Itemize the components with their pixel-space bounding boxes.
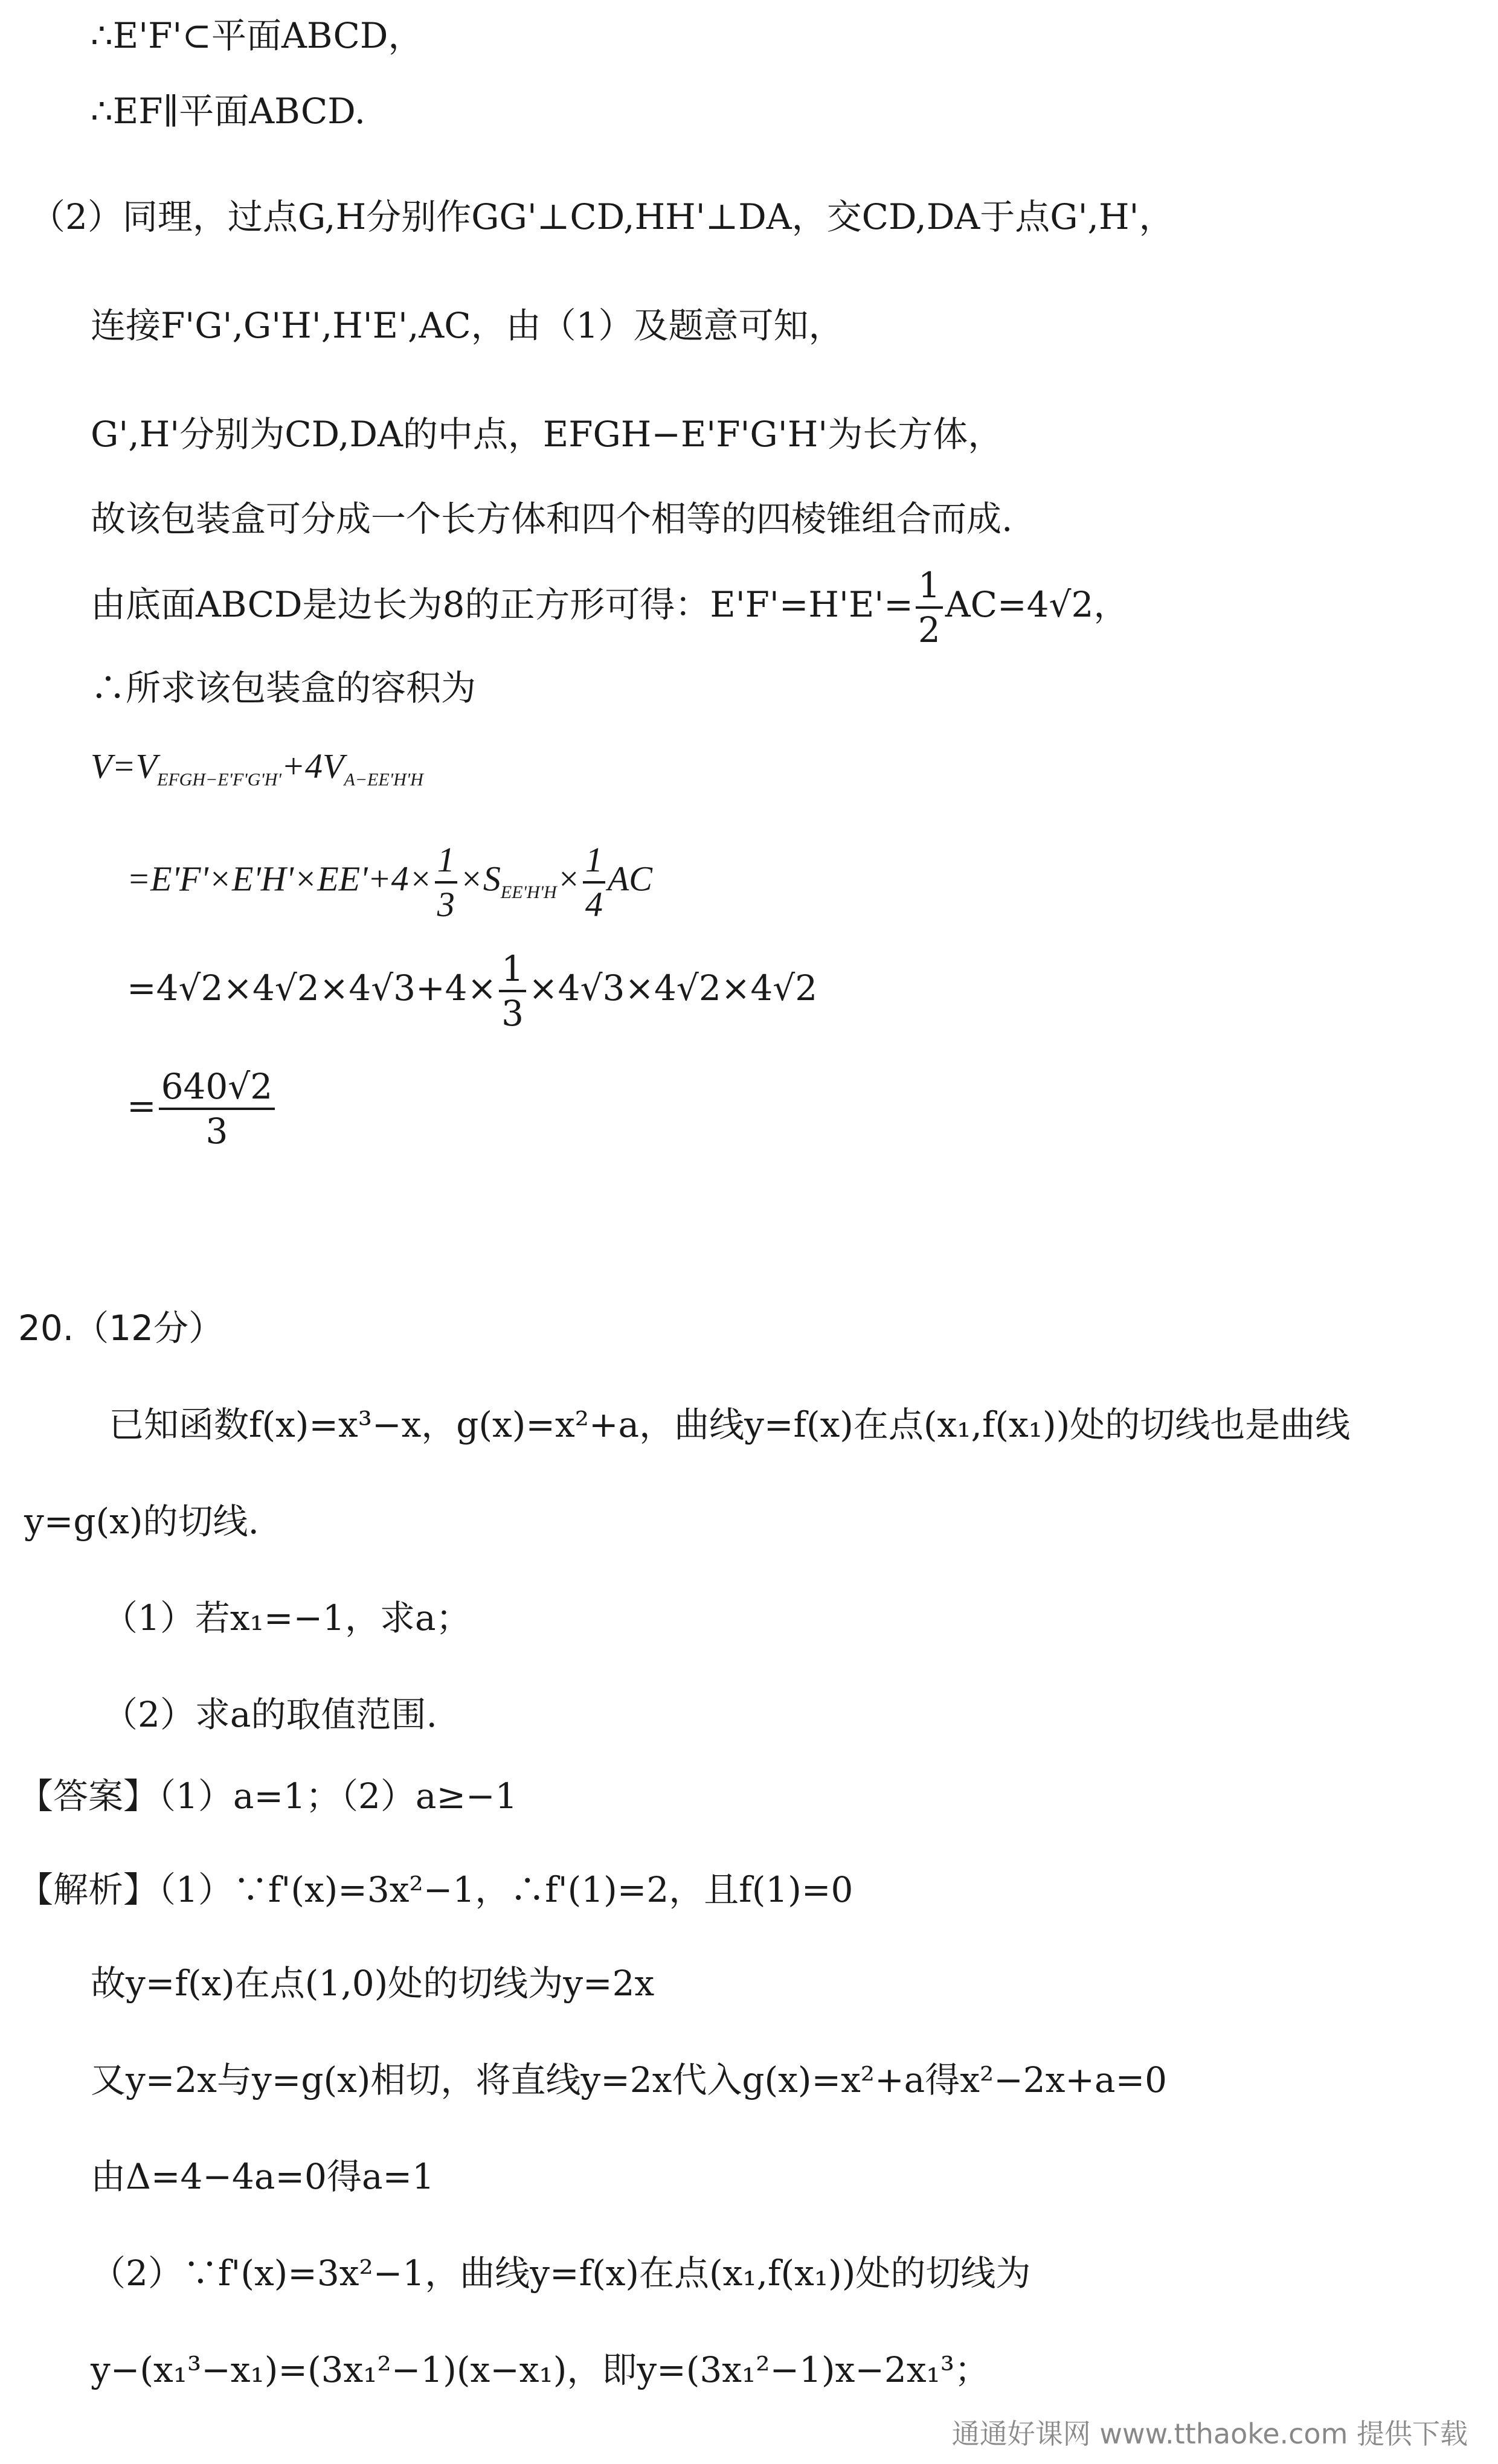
base-square-text: 由底面ABCD是边长为8的正方形可得：E'F'=H'E'= [91, 584, 913, 626]
analysis-line-3: 又y=2x与y=g(x)相切，将直线y=2x代入g(x)=x²+a得x²−2x+a=0 [91, 2059, 1168, 2100]
analysis-line-6: y−(x₁³−x₁)=(3x₁²−1)(x−x₁)，即y=(3x₁²−1)x−2x₁³； [91, 2349, 990, 2390]
question-20-stem: 已知函数f(x)=x³−x，g(x)=x²+a，曲线y=f(x)在点(x₁,f(x₁))处的切线也是曲线 [109, 1404, 1351, 1445]
part2-connect: 连接F'G',G'H',H'E',AC，由（1）及题意可知， [91, 305, 844, 346]
fraction-third-2: $\frac{1}{3}$ [499, 951, 526, 1031]
analysis-line-4: 由Δ=4−4a=0得a=1 [91, 2156, 435, 2197]
analysis-line-5: （2）∵f'(x)=3x²−1，曲线y=f(x)在点(x₁,f(x₁))处的切线为 [91, 2253, 1031, 2294]
question-20-stem-cont: y=g(x)的切线. [24, 1501, 259, 1542]
part2-decompose: 故该包装盒可分成一个长方体和四个相等的四棱锥组合而成. [91, 498, 1013, 539]
volume-sub-2: A−EE'H'H [344, 769, 423, 790]
proof-line-2: ∴EF∥平面ABCD. [91, 91, 366, 132]
answer-line: 【答案】（1）a=1；（2）a≥−1 [18, 1776, 518, 1817]
volume-intro: ∴所求该包装盒的容积为 [91, 667, 477, 708]
fraction-result: $\frac{640√2}{3}$ [159, 1069, 275, 1149]
analysis-line-2: 故y=f(x)在点(1,0)处的切线为y=2x [91, 1963, 655, 2004]
volume-step-2: =4√2×4√2×4√3+4× $\frac{1}{3}$ ×4√3×4√2×4√2 [127, 948, 818, 1034]
part2-statement: （2）同理，过点G,H分别作GG'⊥CD,HH'⊥DA，交CD,DA于点G',H'， [30, 196, 1174, 237]
proof-line-1: ∴E'F'⊂平面ABCD， [91, 15, 423, 56]
volume-sub-1: EFGH−E'F'G'H' [157, 769, 281, 790]
volume-result: = $\frac{640√2}{3}$ [127, 1069, 277, 1149]
part2-midpoints: G',H'分别为CD,DA的中点，EFGH−E'F'G'H'为长方体， [91, 414, 1003, 455]
step1-sub: EE'H'H [500, 882, 557, 902]
volume-step-1: =E'F'×E'H'×EE'+4× $\frac{1}{3}$ $\times S_{EE'H'H}\times$ $\frac{1}{4}$ AC [127, 840, 652, 924]
fraction-quarter: $\frac{1}{4}$ [583, 842, 605, 922]
watermark: 通通好课网 www.tthaoke.com 提供下载 [951, 2417, 1468, 2450]
question-20-heading: 20.（12分） [18, 1307, 224, 1349]
base-square-tail: AC=4√2， [945, 584, 1129, 626]
fraction-half: $\frac{1}{2}$ [916, 568, 943, 647]
question-20-part2: （2）求a的取值范围. [103, 1694, 437, 1735]
analysis-line-1: 【解析】（1）∵f'(x)=3x²−1，∴f'(1)=2，且f(1)=0 [18, 1869, 853, 1910]
part2-base-square [91, 565, 1129, 650]
volume-formula: $V=V_{EFGH-E'F'G'H'}+4V_{A-EE'H'H}$ [91, 746, 423, 790]
fraction-third: $\frac{1}{3}$ [435, 842, 457, 922]
question-20-part1: （1）若x₁=−1，求a； [103, 1597, 471, 1638]
